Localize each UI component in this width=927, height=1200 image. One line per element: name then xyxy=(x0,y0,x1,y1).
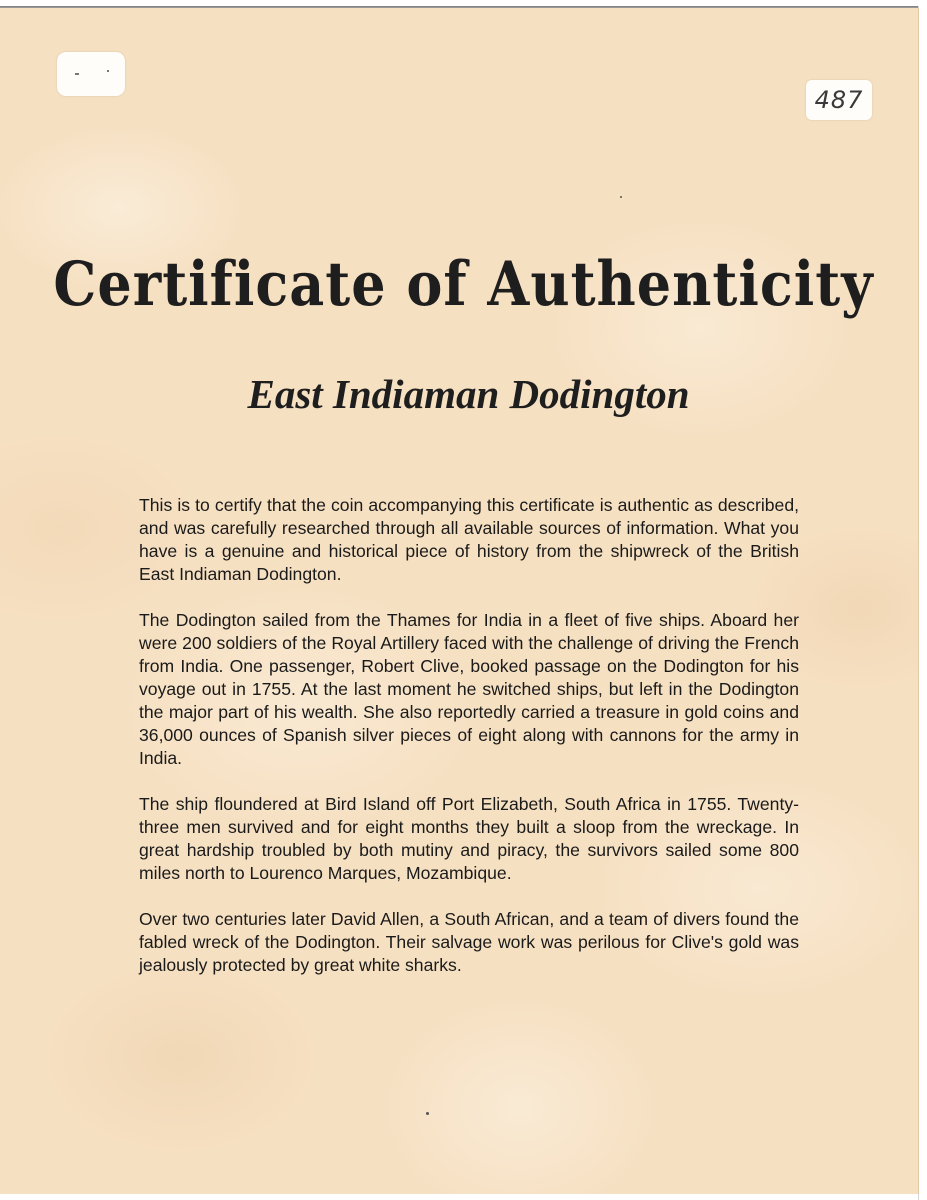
paragraph-certification: This is to certify that the coin accompanying this certificate is authentic as described, and was carefully researched through all available sources of information. What you have is a genuine and historical piece of history from the shipwreck of the British East Indiaman Dodington. xyxy=(139,495,799,584)
catalog-number: 487 xyxy=(814,86,864,114)
pencil-mark xyxy=(75,73,79,75)
paper-right-edge xyxy=(918,6,927,1200)
catalog-number-sticker xyxy=(806,80,872,120)
certificate-subtitle: East Indiaman Dodington xyxy=(247,371,690,417)
blank-label-sticker xyxy=(57,52,125,96)
paragraph-salvage: Over two centuries later David Allen, a South African, and a team of divers found the fabled wreck of the Dodington. Their salvage work was perilous for Clive's gold was jealously protected by great white sharks. xyxy=(139,909,799,975)
paper-speck xyxy=(620,196,622,198)
paragraph-shipwreck: The ship floundered at Bird Island off Port Elizabeth, South Africa in 1755. Twenty-three men survived and for eight months they built a sloop from the wreckage. In great hardship troubled by both mutiny and piracy, the survivors sailed some 800 miles north to Lourenco Marques, Mozambique. xyxy=(139,794,799,883)
certificate-title: Certificate of Authenticity xyxy=(53,248,874,320)
paper-speck xyxy=(426,1112,429,1115)
certificate-body xyxy=(139,494,799,1000)
pencil-mark xyxy=(107,70,109,72)
paragraph-voyage: The Dodington sailed from the Thames for India in a fleet of five ships. Aboard her were 200 soldiers of the Royal Artillery faced with the challenge of driving the French from India. One passenger, Robert Clive, booked passage on the Dodington for his voyage out in 1755. At the last moment he switched ships, but left in the Dodington the major part of his wealth. She also reportedly carried a treasure in gold coins and 36,000 ounces of Spanish silver pieces of eight along with cannons for the army in India. xyxy=(139,610,799,768)
